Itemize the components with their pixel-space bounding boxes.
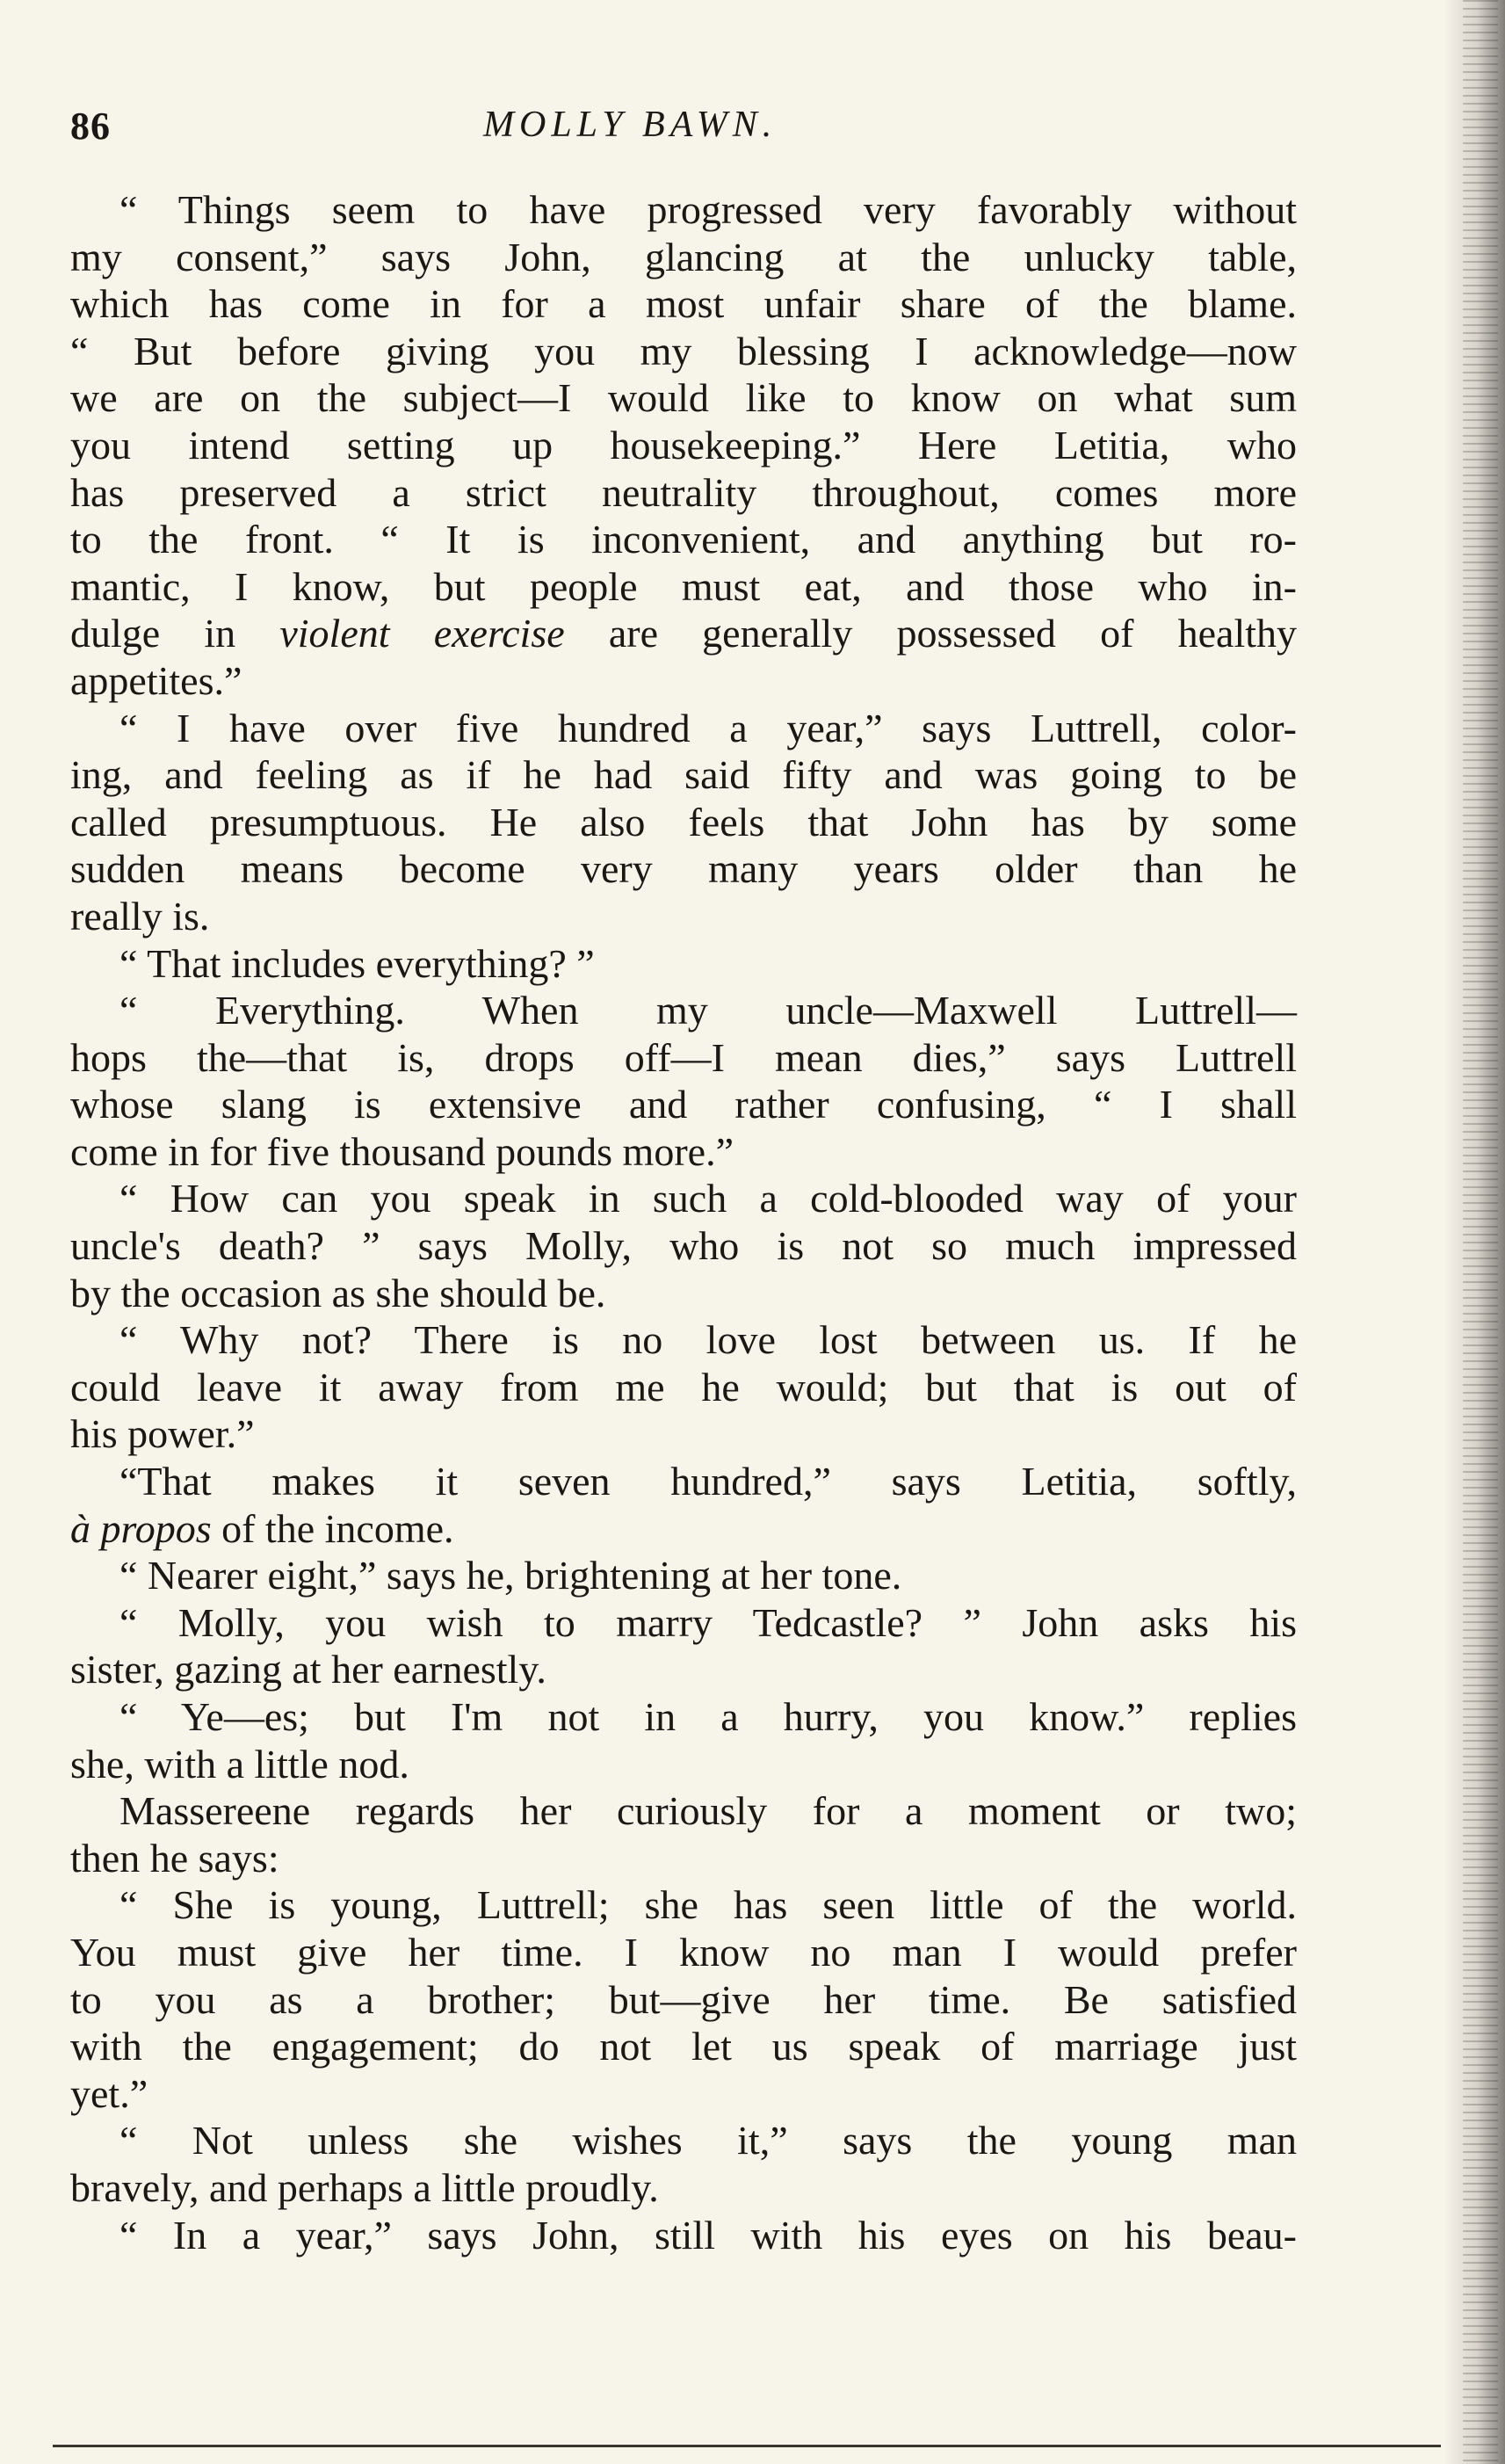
text-line: to the front. “ It is inconvenient, and anything but ro- xyxy=(70,517,1297,562)
text-line: sister, gazing at her earnestly. xyxy=(70,1647,546,1692)
text-line: with the engagement; do not let us speak of marriage just xyxy=(70,2024,1297,2069)
text-line: my consent,” says John, glancing at the unlucky table, xyxy=(70,234,1297,279)
text-line: “ Things seem to have progressed very favorably without xyxy=(119,187,1297,232)
text-line: whose slang is extensive and rather confusing, “ I shall xyxy=(70,1082,1297,1127)
text-line: “ Nearer eight,” says he, brightening at her tone. xyxy=(119,1553,902,1598)
text-line: “That makes it seven hundred,” says Letitia, softly, xyxy=(119,1459,1297,1504)
text-line: “ In a year,” says John, still with his eyes on his beau- xyxy=(119,2212,1297,2257)
text-line: “ Why not? There is no love lost between us. If he xyxy=(119,1317,1297,1363)
body-text xyxy=(70,186,1297,2258)
text-line: by the occasion as she should be. xyxy=(70,1270,606,1315)
text-line: she, with a little nod. xyxy=(70,1741,409,1786)
text-line: has preserved a strict neutrality throughout, comes more xyxy=(70,469,1297,515)
text-line: “ I have over five hundred a year,” says Luttrell, color- xyxy=(119,705,1297,750)
text-line: “ Not unless she wishes it,” says the young man xyxy=(119,2118,1297,2163)
text-line: “ But before giving you my blessing I acknowledge—now xyxy=(70,328,1297,373)
text-line: “ Molly, you wish to marry Tedcastle? ” John asks his xyxy=(119,1599,1297,1645)
page-number: 86 xyxy=(70,105,111,148)
text-line: “ Everything. When my uncle—Maxwell Luttrell— xyxy=(119,988,1297,1033)
italic-phrase: à propos xyxy=(70,1505,212,1551)
text-line: “ She is young, Luttrell; she has seen little of the world. xyxy=(119,1882,1297,1928)
text-line: hops the—that is, drops off—I mean dies,” says Luttrell xyxy=(70,1034,1297,1080)
text-line: bravely, and perhaps a little proudly. xyxy=(70,2164,659,2210)
text-fragment: of the income. xyxy=(211,1505,454,1551)
text-line: yet.” xyxy=(70,2070,148,2116)
text-line: uncle's death? ” says Molly, who is not so much impressed xyxy=(70,1223,1297,1269)
text-line: we are on the subject—I would like to know on what sum xyxy=(70,375,1297,421)
text-line: really is. xyxy=(70,893,210,938)
text-line: mantic, I know, but people must eat, and those who in- xyxy=(70,563,1297,609)
text-line: Massereene regards her curiously for a moment or two; xyxy=(119,1788,1297,1834)
text-line: you intend setting up housekeeping.” Here Letitia, who xyxy=(70,422,1297,467)
text-line: his power.” xyxy=(70,1411,255,1457)
text-line xyxy=(70,610,1297,657)
text-line: then he says: xyxy=(70,1835,279,1881)
text-line: come in for five thousand pounds more.” xyxy=(70,1128,734,1174)
bottom-rule xyxy=(53,2445,1441,2447)
running-title: MOLLY BAWN. xyxy=(483,105,778,145)
page-edge-texture xyxy=(1463,0,1498,2464)
text-line: “ Ye—es; but I'm not in a hurry, you know.” replies xyxy=(119,1694,1297,1739)
text-line xyxy=(70,1505,1297,1553)
text-line: You must give her time. I know no man I would prefer xyxy=(70,1929,1297,1975)
text-line: which has come in for a most unfair share of the blame. xyxy=(70,281,1297,327)
text-line: “ How can you speak in such a cold-blooded way of your xyxy=(119,1176,1297,1221)
text-fragment: are generally possessed of healthy xyxy=(564,611,1298,656)
text-line: ing, and feeling as if he had said fifty and was going to be xyxy=(70,752,1297,798)
italic-phrase: violent exercise xyxy=(279,611,565,656)
text-fragment: dulge in xyxy=(70,611,280,656)
text-line: “ That includes everything? ” xyxy=(119,940,595,986)
text-line: sudden means become very many years older than he xyxy=(70,846,1297,892)
text-line: appetites.” xyxy=(70,657,242,703)
text-line: to you as a brother; but—give her time. Be satisfied xyxy=(70,1976,1297,2022)
text-line: called presumptuous. He also feels that John has by some xyxy=(70,799,1297,844)
page-header xyxy=(70,104,1300,165)
text-line: could leave it away from me he would; but that is out of xyxy=(70,1364,1297,1410)
